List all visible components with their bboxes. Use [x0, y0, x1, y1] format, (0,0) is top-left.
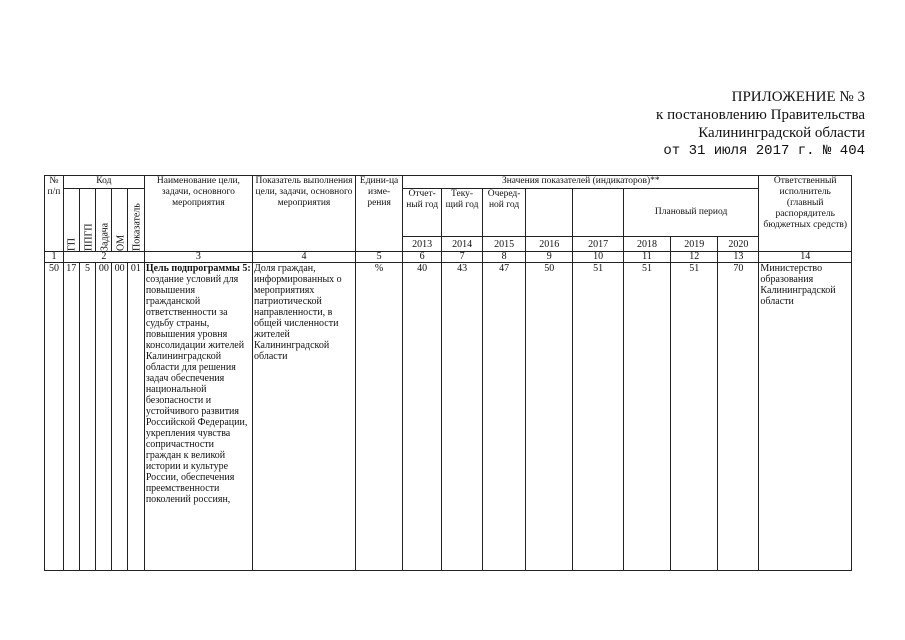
- responsible-cell: Министерство образования Калининградской области: [759, 263, 852, 571]
- header-code: Код: [63, 176, 144, 189]
- header-responsible: Ответственный исполнитель (главный распорядитель бюджетных средств): [759, 176, 852, 252]
- value-cell: 47: [483, 263, 526, 571]
- year-cell: 2013: [403, 237, 442, 252]
- header-code-om: ОМ: [112, 189, 128, 252]
- header-code-indicator: Показатель: [127, 189, 144, 252]
- column-number: 8: [483, 252, 526, 263]
- header-code-ppgp: ППГП: [79, 189, 96, 252]
- year-cell: 2016: [526, 237, 573, 252]
- column-number: 6: [403, 252, 442, 263]
- header-unit: Едини-ца изме-рения: [355, 176, 402, 252]
- appendix-title: ПРИЛОЖЕНИЕ № 3: [731, 89, 865, 105]
- goal-description: создание условий для повышения гражданской ответственности за судьбу страны, повышения уровня консолидации жителей Калининградской области для решения задач обеспечения национальной безопасности и устойчивого развития Российской Федерации, укрепления чувства сопричастности граждан к великой истории и культуре России, обеспечения преемственности поколений россиян,: [145, 274, 248, 505]
- column-number: 12: [671, 252, 718, 263]
- column-number: 11: [623, 252, 670, 263]
- year-cell: 2014: [442, 237, 483, 252]
- code-cell: 00: [112, 263, 128, 571]
- code-cell: 00: [96, 263, 112, 571]
- row-number: 50: [45, 263, 64, 571]
- column-number: 4: [253, 252, 356, 263]
- code-cell: 17: [63, 263, 79, 571]
- goal-name-cell: [144, 263, 252, 571]
- header-number: № п/п: [45, 176, 64, 252]
- header-code-task: Задача: [96, 189, 112, 252]
- value-cell: 70: [718, 263, 759, 571]
- year-cell: 2017: [573, 237, 623, 252]
- document-header: [565, 88, 865, 160]
- value-cell: 51: [623, 263, 670, 571]
- year-cell: 2020: [718, 237, 759, 252]
- column-number: 13: [718, 252, 759, 263]
- value-cell: 43: [442, 263, 483, 571]
- appendix-subtitle-line: к постановлению Правительства: [656, 107, 865, 123]
- header-values: Значения показателей (индикаторов)**: [403, 176, 759, 189]
- header-plan-period: Плановый период: [623, 189, 759, 237]
- value-cell: 40: [403, 263, 442, 571]
- header-code-gp: ГП: [63, 189, 79, 252]
- unit-cell: %: [355, 263, 402, 571]
- decree-date: от 31 июля 2017 г. № 404: [663, 143, 865, 159]
- column-number: 14: [759, 252, 852, 263]
- indicator-cell: Доля граждан, информированных о мероприятиях патриотической направленности, в общей численности жителей Калининградской области: [253, 263, 356, 571]
- year-cell: 2019: [671, 237, 718, 252]
- code-cell: 5: [79, 263, 96, 571]
- value-cell: 51: [671, 263, 718, 571]
- column-number: 3: [144, 252, 252, 263]
- year-cell: 2015: [483, 237, 526, 252]
- year-cell: 2018: [623, 237, 670, 252]
- value-cell: 51: [573, 263, 623, 571]
- code-cell: 01: [127, 263, 144, 571]
- value-cell: 50: [526, 263, 573, 571]
- column-number: 1: [45, 252, 64, 263]
- header-next-year: Очеред-ной год: [483, 189, 526, 237]
- appendix-subtitle-line: Калининградской области: [698, 125, 865, 141]
- goal-title: Цель подпрограммы 5:: [145, 263, 251, 274]
- header-current-year: Теку-щий год: [442, 189, 483, 237]
- header-report-year: Отчет-ный год: [403, 189, 442, 237]
- header-name: Наименование цели, задачи, основного мероприятия: [144, 176, 252, 252]
- column-number: 5: [355, 252, 402, 263]
- column-number: 9: [526, 252, 573, 263]
- table-row: [45, 263, 852, 571]
- column-number: 7: [442, 252, 483, 263]
- column-number: 2: [63, 252, 144, 263]
- indicators-table: [44, 175, 852, 571]
- header-indicator: Показатель выполнения цели, задачи, основного мероприятия: [253, 176, 356, 252]
- column-number: 10: [573, 252, 623, 263]
